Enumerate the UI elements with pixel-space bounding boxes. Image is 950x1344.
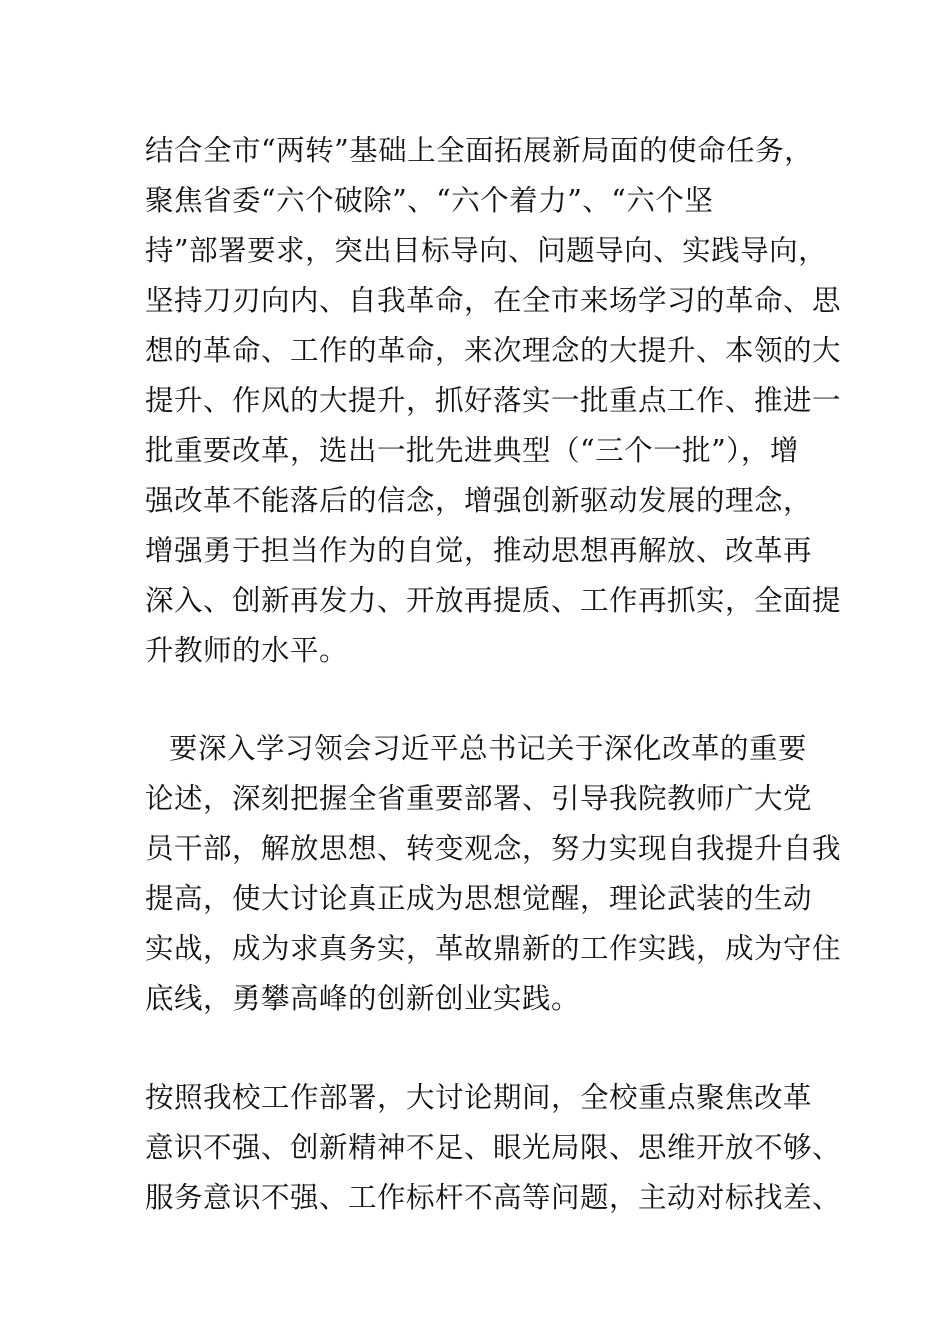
paragraph-3 [145,1073,842,1223]
text-line: 坚持刀刃向内、自我革命，在全市来场学习的革命、思 [145,284,842,317]
text-line: 意识不强、创新精神不足、眼光局限、思维开放不够、 [145,1131,842,1164]
text-line: 要深入学习领会习近平总书记关于深化改革的重要 [169,732,808,765]
text-line: 升教师的水平。 [145,634,349,667]
text-line: 提高，使大讨论真正成为思想觉醒，理论武装的生动 [145,882,813,915]
text-line: 服务意识不强、工作标杆不高等问题，主动对标找差、 [145,1181,842,1214]
text-line: 员干部，解放思想、转变观念，努力实现自我提升自我 [145,832,842,865]
text-line: 增强勇于担当作为的自觉，推动思想再解放、改革再 [145,534,813,567]
text-line: 底线，勇攀高峰的创新创业实践。 [145,982,581,1015]
text-line: 深入、创新再发力、开放再提质、工作再抓实，全面提 [145,584,842,617]
paragraph-1 [145,126,842,676]
text-line: 结合全市“两转”基础上全面拓展新局面的使命任务， [145,134,814,167]
text-line: 想的革命、工作的革命，来次理念的大提升、本领的大 [145,334,842,367]
text-line: 强改革不能落后的信念，增强创新驱动发展的理念， [145,484,813,517]
text-line: 聚焦省委“六个破除”、“六个着力”、“六个坚 [145,184,714,217]
text-line: 批重要改革，选出一批先进典型（“三个一批”），增 [145,434,799,467]
paragraph-2 [145,724,842,1024]
text-line: 实战，成为求真务实，革故鼎新的工作实践，成为守住 [145,932,842,965]
text-line: 按照我校工作部署，大讨论期间，全校重点聚焦改革 [145,1081,813,1114]
text-line: 论述，深刻把握全省重要部署、引导我院教师广大党 [145,782,813,815]
text-line: 持”部署要求，突出目标导向、问题导向、实践导向， [145,234,828,267]
text-line: 提升、作风的大提升，抓好落实一批重点工作、推进一 [145,384,842,417]
